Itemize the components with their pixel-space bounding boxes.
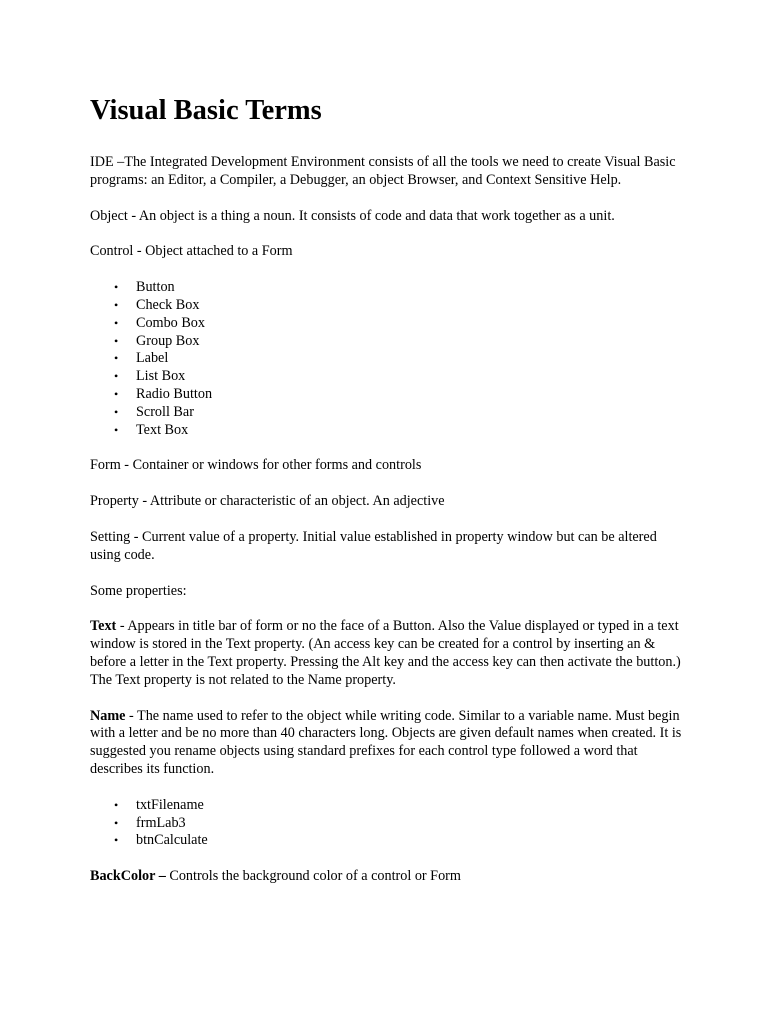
- some-properties-heading: Some properties:: [90, 582, 187, 599]
- bullet-icon: •: [114, 315, 119, 330]
- name-property-definition: - The name used to refer to the object while writing code. Similar to a variable name. Must begin with a letter and be no more than 40 characters long. Objects are given default names when created. It is suggested you rename objects using standard prefixes for each control type followed a word that describes its function.: [90, 707, 682, 777]
- bullet-icon: •: [114, 815, 119, 830]
- bullet-icon: •: [114, 280, 119, 295]
- backcolor-property-paragraph: [90, 868, 690, 886]
- list-item: • Group Box: [114, 332, 200, 349]
- text-property-term: Text: [90, 618, 117, 635]
- name-examples-list: [90, 797, 690, 850]
- list-item: • frmLab3: [114, 814, 186, 831]
- name-property-term: Name: [90, 707, 126, 724]
- bullet-icon: •: [114, 351, 119, 366]
- text-property-definition: - Appears in title bar of form or no the face of a Button. Also the Value displayed or typed in a text window is stored in the Text property. (An access key can be created for a control by inserting an & before a letter in the Text property. Pressing the Alt key and the access key can then activate the button.) The Text property is not related to the Name property.: [90, 618, 681, 688]
- bullet-icon: •: [114, 369, 119, 384]
- document-page: [90, 94, 690, 904]
- bullet-icon: •: [114, 422, 119, 437]
- bullet-icon: •: [114, 404, 119, 419]
- bullet-icon: •: [114, 297, 119, 312]
- list-item: • Label: [114, 350, 169, 367]
- bullet-icon: •: [114, 797, 119, 812]
- ide-term: IDE –: [90, 154, 125, 170]
- control-paragraph: Control - Object attached to a Form: [90, 243, 293, 260]
- property-paragraph: Property - Attribute or characteristic of an object. An adjective: [90, 493, 445, 510]
- controls-list: [90, 279, 690, 439]
- backcolor-property-term: BackColor –: [90, 868, 166, 885]
- bullet-icon: •: [114, 333, 119, 348]
- list-item: • List Box: [114, 368, 186, 385]
- bullet-icon: •: [114, 833, 119, 848]
- list-item: • txtFilename: [114, 796, 204, 813]
- ide-definition: The Integrated Development Environment consists of all the tools we need to create Visual Basic programs: an Editor, a Compiler, a Debugger, an object Browser, and Context Sensitive Help.: [90, 154, 676, 188]
- list-item: • Button: [114, 279, 175, 296]
- list-item: • Scroll Bar: [114, 403, 194, 420]
- setting-paragraph: Setting - Current value of a property. Initial value established in property window but can be altered using code.: [90, 528, 657, 563]
- backcolor-property-definition: Controls the background color of a control or Form: [165, 868, 461, 885]
- list-item: • Text Box: [114, 421, 189, 438]
- list-item: • Combo Box: [114, 314, 205, 331]
- list-item: • Radio Button: [114, 385, 213, 402]
- page-title: Visual Basic Terms: [90, 95, 322, 126]
- form-paragraph: Form - Container or windows for other forms and controls: [90, 457, 422, 474]
- list-item: • btnCalculate: [114, 832, 208, 849]
- name-property-paragraph: [90, 708, 690, 779]
- text-property-paragraph: [90, 618, 690, 689]
- ide-paragraph: [90, 154, 690, 190]
- object-paragraph: Object - An object is a thing a noun. It consists of code and data that work together as a unit.: [90, 207, 615, 224]
- list-item: • Check Box: [114, 296, 200, 313]
- bullet-icon: •: [114, 386, 119, 401]
